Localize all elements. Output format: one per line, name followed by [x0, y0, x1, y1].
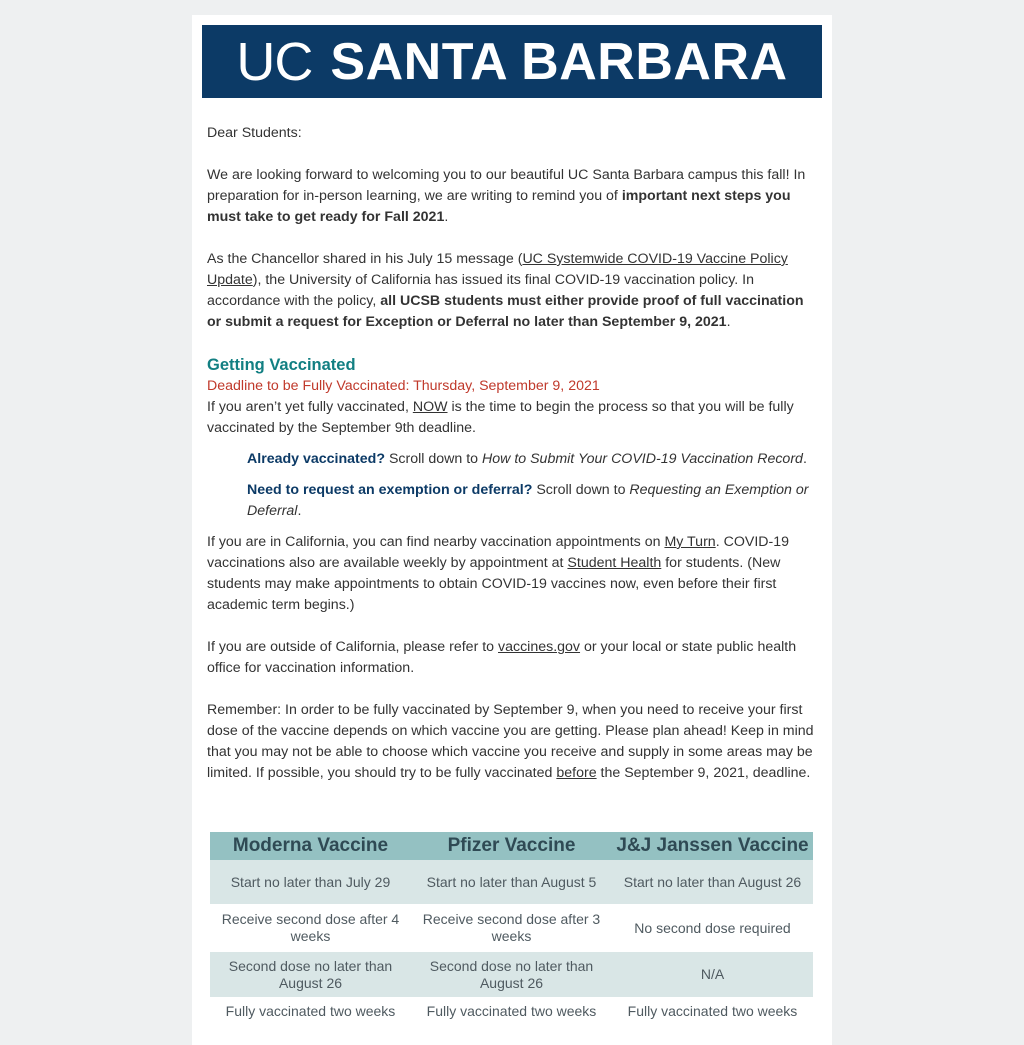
logo-name-text: SANTA BARBARA	[330, 32, 788, 91]
not-vaccinated-text: If you aren’t yet fully vaccinated,	[207, 399, 413, 415]
section-title-getting-vaccinated: Getting Vaccinated	[207, 356, 356, 374]
table-cell: Start no later than August 5	[411, 860, 612, 904]
already-italic: How to Submit Your COVID-19 Vaccination Record	[482, 451, 803, 467]
policy-text: As the Chancellor shared in his July 15 message (	[207, 251, 523, 267]
student-health-link[interactable]: Student Health	[567, 555, 662, 571]
vaccines-gov-link[interactable]: vaccines.gov	[498, 639, 581, 655]
policy-bold: all UCSB students must either provide proof of full vaccination or submit a request for Exception or Deferral no later than September 9, 2021	[207, 293, 804, 330]
not-vaccinated-text-2: is the time to begin the process so that you will be fully vaccinated by the September 9th deadline.	[207, 399, 794, 436]
exemption-end: .	[297, 503, 302, 519]
exemption-item	[207, 480, 819, 522]
policy-text-2: ), the University of California has issued its final COVID-19 vaccination policy. In accordance with the policy,	[207, 272, 754, 309]
remember-text-2: the September 9, 2021, deadline.	[596, 765, 811, 781]
table-cell: Start no later than August 26	[612, 860, 813, 904]
table-row	[210, 904, 813, 952]
exemption-text: Scroll down to	[532, 482, 630, 498]
outside-text-2: or your local or state public health office for vaccination information.	[207, 639, 797, 676]
already-vaccinated-item	[207, 449, 819, 470]
table-cell: Receive second dose after 4 weeks	[210, 904, 411, 952]
logo-uc-text: UC	[236, 31, 313, 92]
california-paragraph	[207, 532, 819, 616]
already-end: .	[802, 451, 807, 467]
already-text: Scroll down to	[385, 451, 482, 467]
policy-end: .	[726, 314, 731, 330]
table-cell: Fully vaccinated two weeks	[210, 997, 411, 1043]
now-link[interactable]: NOW	[412, 399, 448, 415]
table-cell: Receive second dose after 3 weeks	[411, 904, 612, 952]
before-link[interactable]: before	[556, 765, 597, 781]
email-body	[207, 123, 819, 805]
email-card	[192, 15, 832, 1045]
header-pfizer: Pfizer Vaccine	[411, 832, 612, 860]
exemption-label: Need to request an exemption or deferral?	[247, 482, 533, 498]
exemption-italic: Requesting an Exemption or Deferral	[247, 482, 809, 519]
vaccine-schedule-table	[210, 832, 813, 1043]
intro-end: .	[444, 209, 449, 225]
table-row	[210, 860, 813, 904]
policy-update-link[interactable]: UC Systemwide COVID-19 Vaccine Policy Update	[207, 251, 788, 288]
ucsb-logo-banner	[202, 25, 822, 98]
not-vaccinated-paragraph	[207, 397, 819, 439]
remember-text: Remember: In order to be fully vaccinated by September 9, when you need to receive your first dose of the vaccine depends on which vaccine you are getting. Please plan ahead! Keep in mind that you may not be able to choose which vaccine you receive and supply in some areas may be limited. If possible, you should try to be fully vaccinated	[207, 702, 814, 781]
outside-paragraph	[207, 637, 819, 679]
california-text-2: . COVID-19 vaccinations also are available weekly by appointment at	[207, 534, 790, 571]
intro-paragraph	[207, 165, 819, 228]
greeting: Dear Students:	[207, 125, 302, 141]
header-jj: J&J Janssen Vaccine	[612, 832, 813, 860]
intro-text: We are looking forward to welcoming you to our beautiful UC Santa Barbara campus this fall! In preparation for in-person learning, we are writing to remind you of	[207, 167, 806, 204]
table-cell: Second dose no later than August 26	[411, 952, 612, 997]
header-moderna: Moderna Vaccine	[210, 832, 411, 860]
california-text: If you are in California, you can find nearby vaccination appointments on	[207, 534, 665, 550]
policy-paragraph	[207, 249, 819, 333]
outside-text: If you are outside of California, please refer to	[207, 639, 499, 655]
table-cell: No second dose required	[612, 904, 813, 952]
remember-paragraph	[207, 700, 819, 784]
table-cell: Fully vaccinated two weeks	[612, 997, 813, 1043]
already-vaccinated-label: Already vaccinated?	[247, 451, 385, 467]
california-text-3: for students. (New students may make appointments to obtain COVID-19 vaccines now, even before their first academic term begins.)	[207, 555, 781, 613]
table-cell: Second dose no later than August 26	[210, 952, 411, 997]
table-row	[210, 952, 813, 997]
my-turn-link[interactable]: My Turn	[664, 534, 716, 550]
intro-bold: important next steps you must take to get ready for Fall 2021	[207, 188, 791, 225]
table-cell: N/A	[612, 952, 813, 997]
table-row	[210, 997, 813, 1043]
table-header-row	[210, 832, 813, 860]
table-cell: Fully vaccinated two weeks	[411, 997, 612, 1043]
deadline-line: Deadline to be Fully Vaccinated: Thursday, September 9, 2021	[207, 378, 600, 394]
table-cell: Start no later than July 29	[210, 860, 411, 904]
